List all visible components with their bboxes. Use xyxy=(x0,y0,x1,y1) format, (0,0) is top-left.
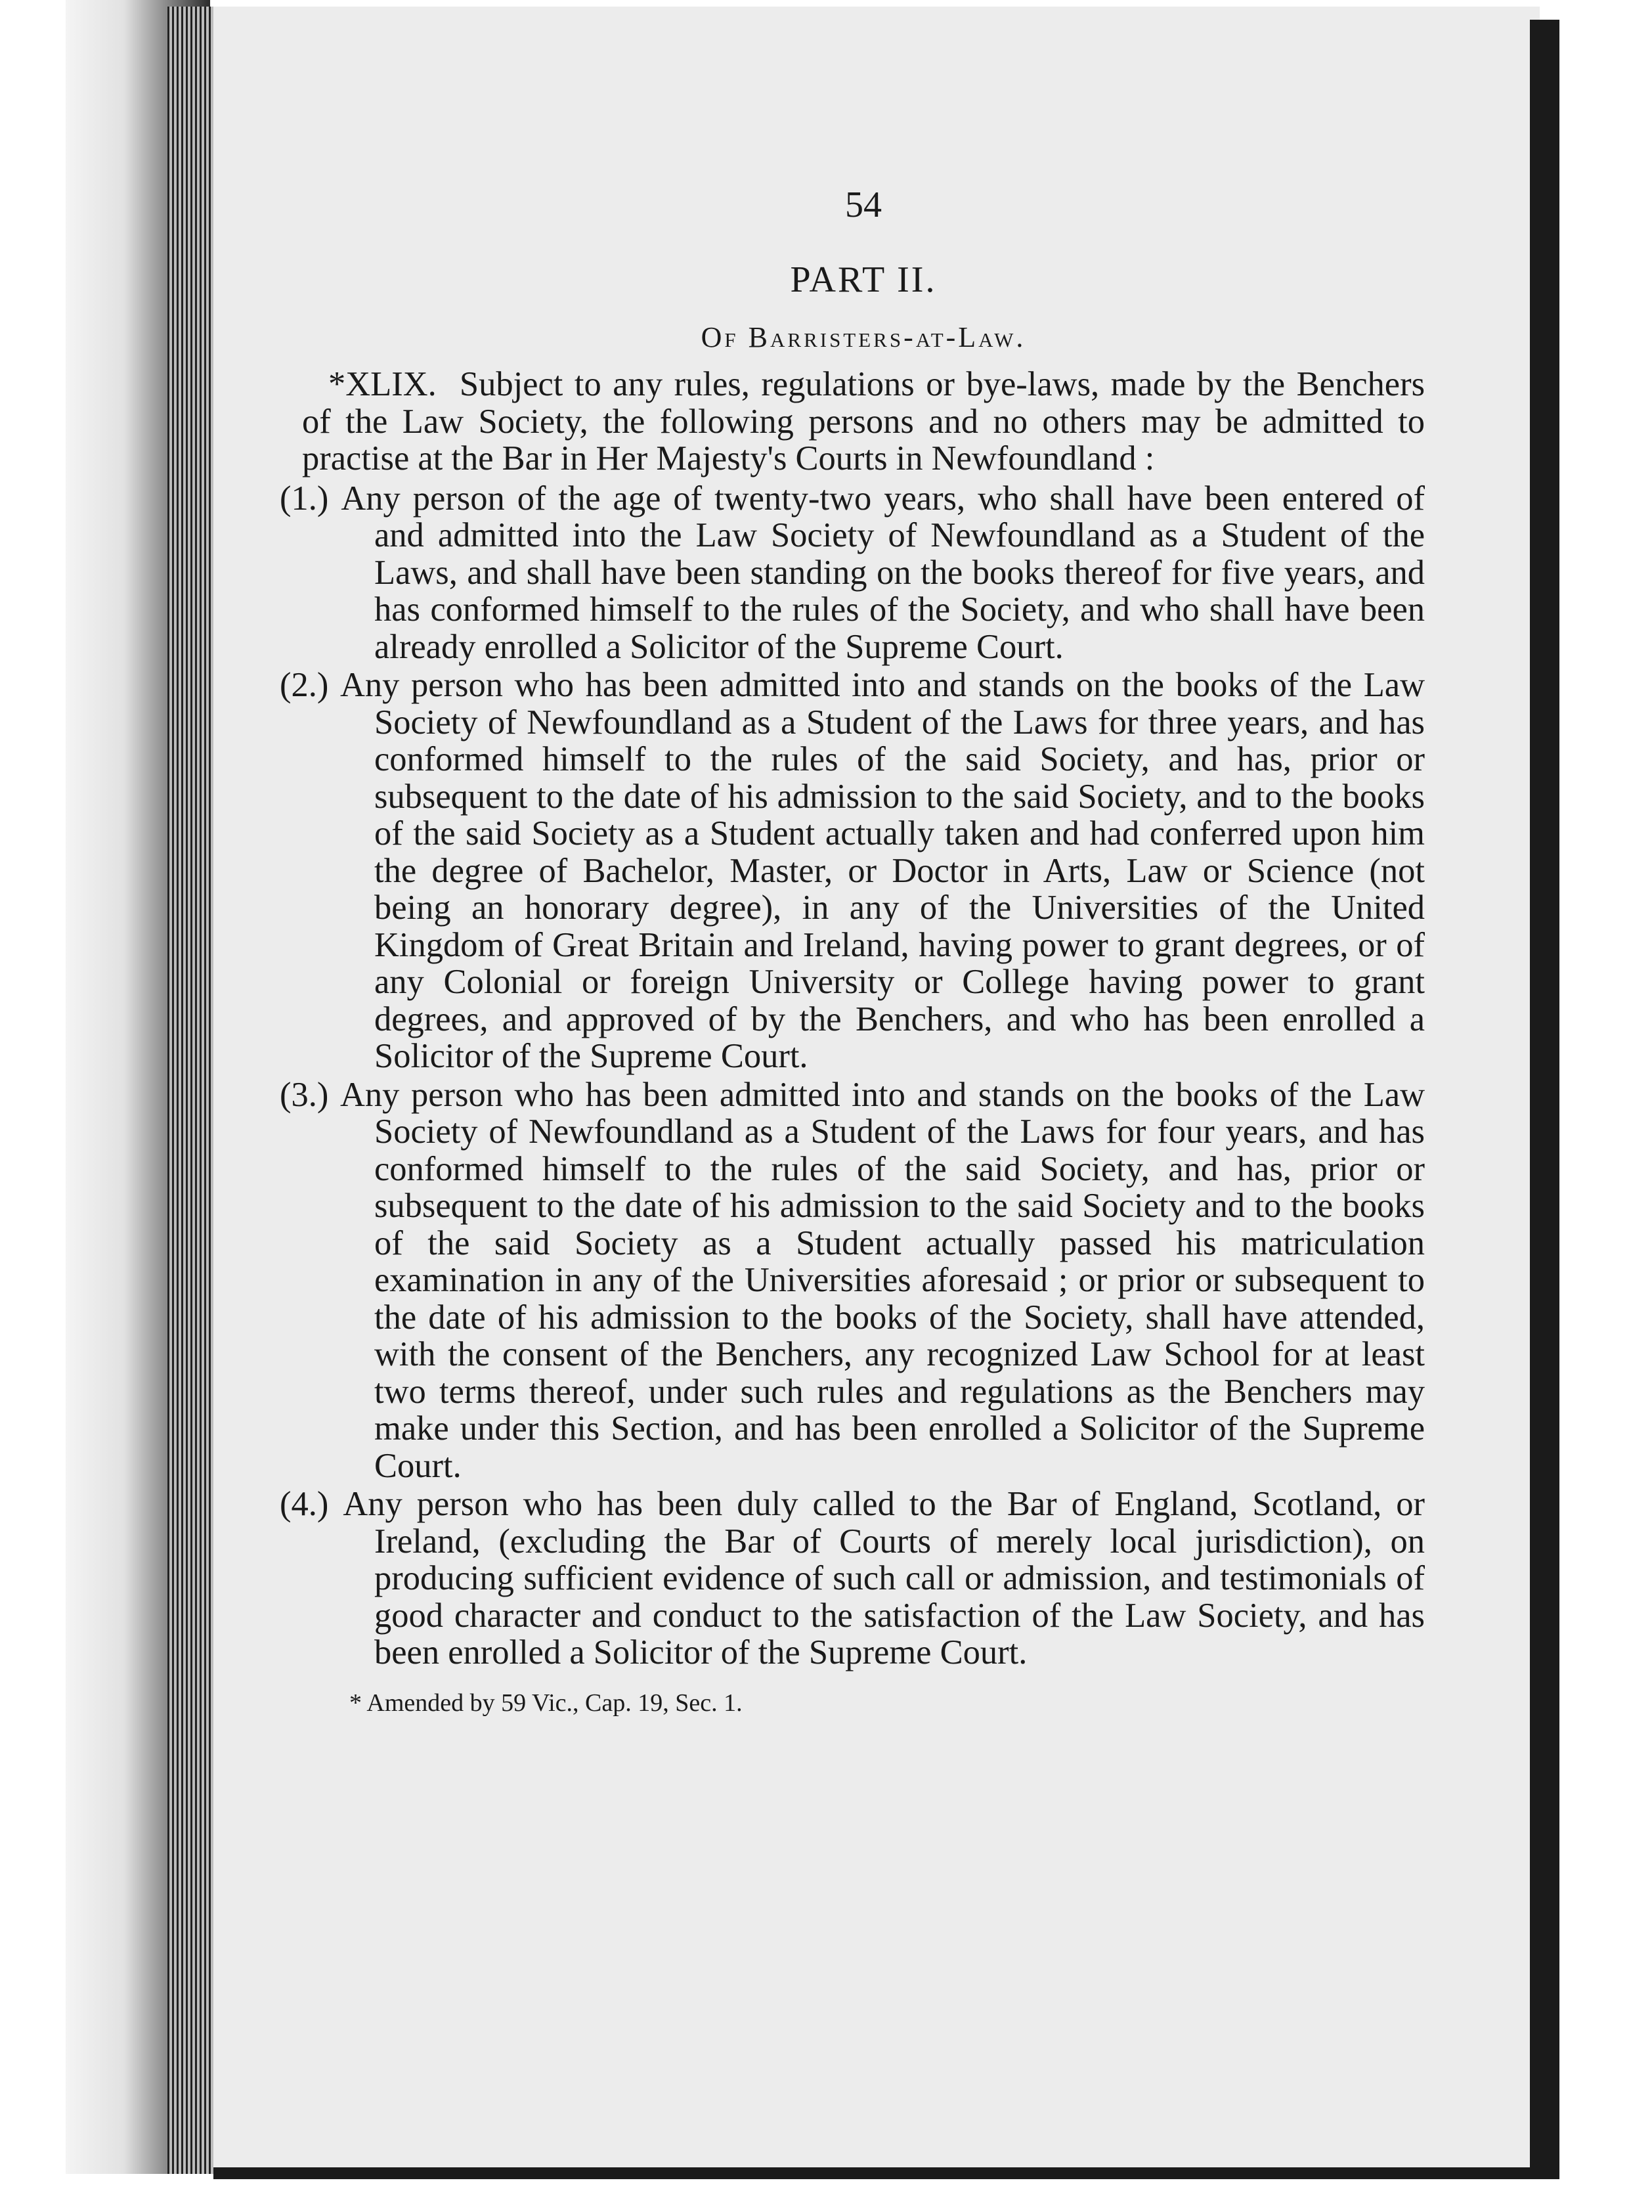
part-subtitle: Of Barristers-at-Law. xyxy=(701,321,1026,353)
section-paragraph xyxy=(302,366,1425,477)
footnote: * Amended by 59 Vic., Cap. 19, Sec. 1. xyxy=(349,1689,743,1717)
clause-text: Any person of the age of twenty-two years, who shall have been entered of and admitted into the Law Society of Newfoundland as a Student of the Laws, and shall have been standing on the books thereof for five years, and has conformed himself to the rules of the Society, and who shall have been already enrolled a Solicitor of the Supreme Court. xyxy=(341,479,1425,666)
clause-item xyxy=(280,479,1425,666)
section-label: *XLIX. xyxy=(328,365,437,403)
clause-item xyxy=(280,666,1425,1075)
page-edges xyxy=(167,7,213,2174)
clause-number: (3.) xyxy=(280,1075,329,1114)
clause-list xyxy=(280,479,1425,1671)
clause-text: Any person who has been admitted into and stands on the books of the Law Society of Newfoundland as a Student of the Laws for three years, and has conformed himself to the rules of the said Society, and has, prior or subsequent to the date of his admission to the said Society, and to the books of the said Society as a Student actually taken and had conferred upon him the degree of Bachelor, Master, or Doctor in Arts, Law or Science (not being an honorary degree), in any of the Universities of the United Kingdom of Great Britain and Ireland, having power to grant degrees, or of any Colonial or foreign University or College having power to grant degrees, and approved of by the Benchers, and who has been enrolled a Solicitor of the Supreme Court. xyxy=(339,666,1425,1075)
page-shadow-right xyxy=(1530,20,1559,2167)
clause-text: Any person who has been admitted into and stands on the books of the Law Society of Newfoundland as a Student of the Laws for four years, and has conformed himself to the rules of the said Society, and has, prior or subsequent to the date of his admission to the said Society and to the books of the said Society as a Student actually passed his matriculation examination in any of the Universities aforesaid ; or prior or subsequent to the date of his admission to the books of the Society, shall have attended, with the consent of the Benchers, any recognized Law School for at least two terms thereof, under such rules and regulations as the Benchers may make under this Section, and has been enrolled a Solicitor of the Supreme Court. xyxy=(339,1075,1425,1485)
page-content xyxy=(280,171,1425,1717)
clause-number: (4.) xyxy=(280,1485,329,1523)
clause-number: (2.) xyxy=(280,666,329,704)
clause-item xyxy=(280,1075,1425,1485)
page-shadow-bottom xyxy=(213,2167,1559,2179)
section-intro-text: Subject to any rules, regulations or bye-laws, made by the Benchers of the Law Society, the following persons and no others may be admitted to practise at the Bar in Her Majesty's Courts in Newfoundland : xyxy=(302,365,1425,477)
page-number: 54 xyxy=(845,185,882,225)
clause-number: (1.) xyxy=(280,479,329,518)
clause-text: Any person who has been duly called to the Bar of England, Scotland, or Ireland, (excluding the Bar of Courts of merely local jurisdiction), on producing sufficient evidence of such call or admission, and testimonials of good character and conduct to the satisfaction of the Law Society, and has been enrolled a Solicitor of the Supreme Court. xyxy=(343,1485,1425,1671)
part-title: PART II. xyxy=(790,259,937,300)
section-intro xyxy=(302,366,1425,477)
clause-item xyxy=(280,1485,1425,1671)
